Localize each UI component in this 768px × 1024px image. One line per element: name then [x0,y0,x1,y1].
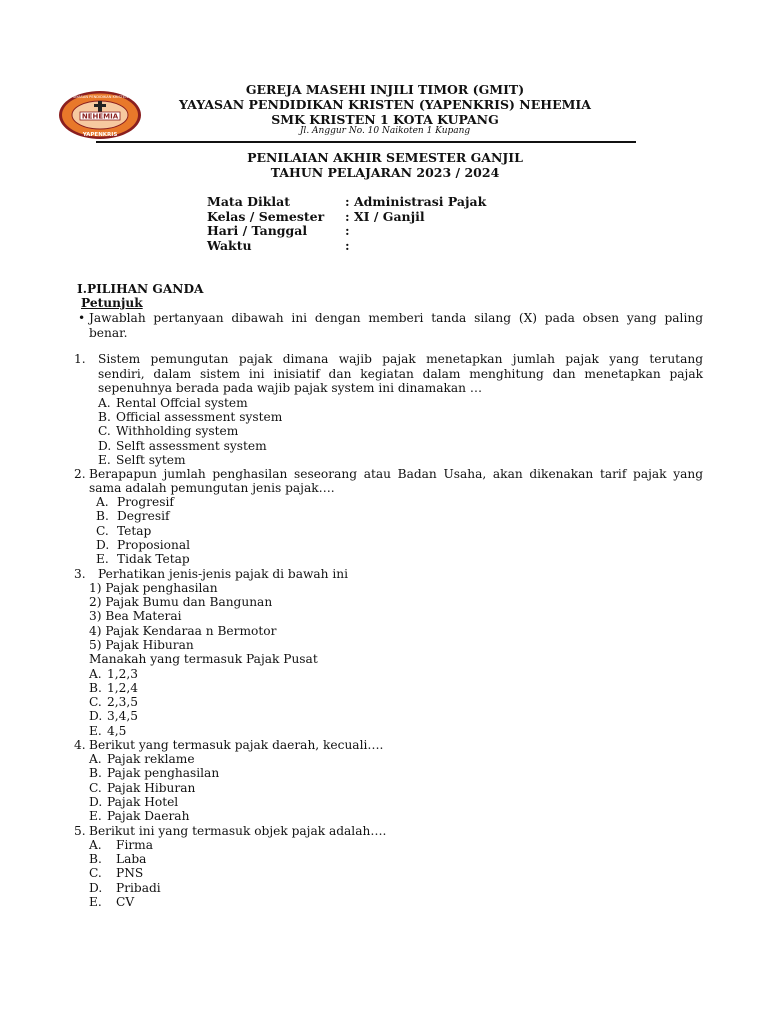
church-name: GEREJA MASEHI INJILI TIMOR (GMIT) [245,82,525,97]
option-letter: D. [89,795,103,809]
question-number: 2. [74,466,86,481]
option-text: Progresif [117,495,174,509]
question-number: 4. [74,737,86,752]
list-item: 3) Bea Materai [89,609,182,623]
option-letter: E. [96,552,109,566]
info-key: Mata Diklat [207,194,291,209]
option-text: Withholding system [116,424,239,438]
option-text: 1,2,3 [107,666,139,681]
question-text: sama adalah pemungutan jenis pajak…. [89,481,335,495]
info-value: : [345,223,350,238]
option-text: Selft assessment system [116,438,267,453]
option-letter: D. [89,880,103,895]
option-text: Tidak Tetap [117,552,190,566]
option-letter: A. [89,837,102,852]
option-text: Tetap [117,523,152,538]
option-text: 2,3,5 [107,695,139,709]
info-value: : Administrasi Pajak [345,194,487,209]
instruction-line: Jawablah pertanyaan dibawah ini dengan memberi tanda silang (X) pada obsen yang paling [89,311,703,325]
question-text: Berikut yang termasuk pajak daerah, kecuali…. [89,737,384,752]
option-letter: D. [89,709,103,723]
svg-text:NEHEMIA: NEHEMIA [81,112,119,121]
option-text: Pajak Hiburan [107,780,196,795]
question-text: Manakah yang termasuk Pajak Pusat [89,652,318,666]
option-letter: A. [89,752,102,766]
option-text: Pajak Daerah [107,809,190,823]
option-letter: B. [98,410,111,424]
option-text: 4,5 [107,723,127,738]
option-letter: B. [89,766,102,780]
option-text: Firma [116,837,154,852]
option-letter: E. [89,723,102,738]
svg-text:YAYASAN PENDIDIKAN KRISTEN: YAYASAN PENDIDIKAN KRISTEN [72,95,128,99]
list-item: 5) Pajak Hiburan [89,637,194,652]
option-letter: C. [89,780,102,795]
question-text: Berapapun jumlah penghasilan seseorang atau Badan Usaha, akan dikenakan tarif pajak yang [89,466,703,481]
option-letter: A. [96,495,109,509]
question-text: Perhatikan jenis-jenis pajak di bawah ini [98,566,349,581]
instruction-title: Petunjuk [81,296,143,310]
option-letter: C. [89,695,102,709]
question-text: Sistem pemungutan pajak dimana wajib pajak menetapkan jumlah pajak yang terutang [98,352,703,366]
info-key: Kelas / Semester [207,208,325,224]
option-letter: B. [89,852,102,866]
info-key: Hari / Tanggal [207,223,308,238]
foundation-name: YAYASAN PENDIDIKAN KRISTEN (YAPENKRIS) NEHEMIA [179,97,591,112]
exam-year: TAHUN PELAJARAN 2023 / 2024 [270,165,500,180]
school-name: SMK KRISTEN 1 KOTA KUPANG [271,112,499,127]
option-text: 1,2,4 [107,680,139,695]
info-value: : [345,237,350,253]
option-text: Proposional [117,538,191,552]
option-text: Pajak penghasilan [107,766,220,780]
option-letter: C. [96,523,109,538]
option-letter: E. [89,894,102,909]
school-logo [58,90,142,140]
option-letter: C. [89,866,102,880]
option-letter: A. [98,395,111,410]
info-value: : XI / Ganjil [345,208,425,224]
exam-title: PENILAIAN AKHIR SEMESTER GANJIL [247,150,523,165]
option-letter: A. [89,666,102,681]
option-letter: B. [96,509,109,523]
option-letter: C. [98,424,111,438]
question-number: 1. [74,352,86,366]
list-item: 2) Pajak Bumu dan Bangunan [89,595,273,609]
section-heading: I.PILIHAN GANDA [77,282,204,296]
option-letter: E. [89,809,102,823]
option-text: 3,4,5 [107,709,139,723]
list-item: 4) Pajak Kendaraa n Bermotor [89,623,277,638]
option-text: Official assessment system [116,410,283,424]
option-text: PNS [116,866,144,880]
question-number: 3. [74,566,86,581]
list-item: 1) Pajak penghasilan [89,580,218,595]
question-text: sendiri, dalam sistem ini inisiatif dan kegiatan dalam menghitung dan menetapkan pajak [98,366,703,381]
svg-text:YAPENKRIS: YAPENKRIS [82,132,118,138]
option-letter: D. [96,538,110,552]
header-divider [96,141,636,143]
bullet-icon: • [78,311,86,325]
school-address: Jl. Anggur No. 10 Naikoten 1 Kupang [299,126,471,136]
option-text: Pribadi [116,880,161,895]
info-key: Waktu [207,237,252,253]
option-text: Selft sytem [116,452,186,467]
option-text: Laba [116,852,147,866]
instruction-line: benar. [89,325,128,340]
option-text: CV [116,894,135,909]
option-text: Pajak reklame [107,752,195,766]
option-text: Pajak Hotel [107,795,179,809]
option-letter: D. [98,438,112,453]
option-letter: E. [98,452,111,467]
option-text: Rental Offcial system [116,395,248,410]
question-number: 5. [74,823,86,838]
question-text: Berikut ini yang termasuk objek pajak adalah…. [89,823,387,838]
option-letter: B. [89,680,102,695]
option-text: Degresif [117,509,170,523]
question-text: sepenuhnya berada pada wajib pajak system ini dinamakan … [98,381,483,395]
